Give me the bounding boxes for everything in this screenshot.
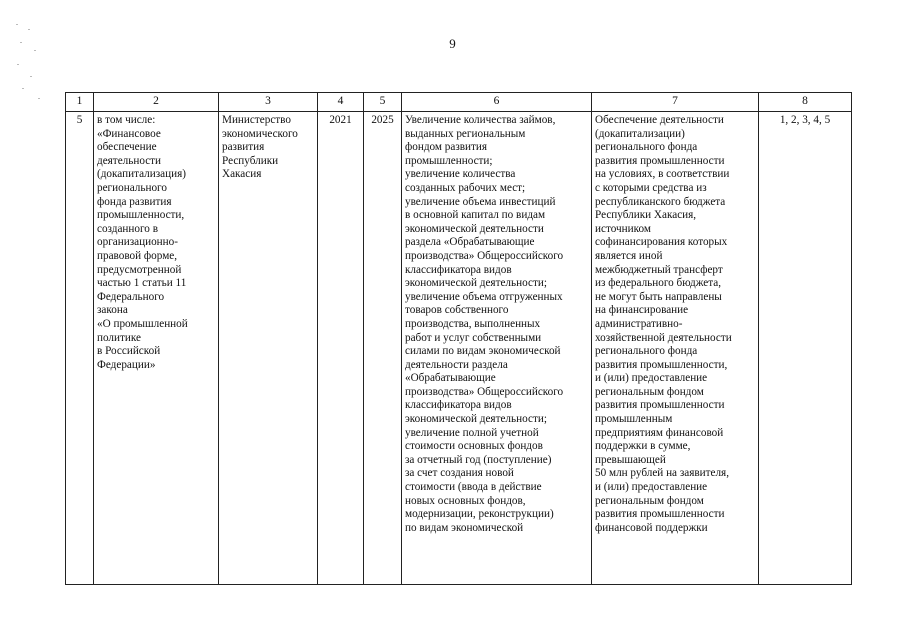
cell-text-line: за счет создания новой bbox=[405, 467, 514, 480]
cell-text-line: классификатора видов bbox=[405, 399, 512, 412]
document-table bbox=[65, 92, 852, 585]
cell-text-line: развития промышленности, bbox=[595, 358, 728, 371]
indicator-links-cell: 1, 2, 3, 4, 5 bbox=[759, 112, 852, 585]
cell-text-line: развития промышленности bbox=[595, 154, 725, 167]
cell-text-line: силами по видам экономической bbox=[405, 345, 561, 358]
cell-text-line: в том числе: bbox=[97, 114, 156, 126]
cell-text-line: (докапитализация) bbox=[97, 168, 186, 181]
expected-result-cell bbox=[402, 112, 592, 585]
page-number: 9 bbox=[449, 36, 456, 51]
cell-text-line: промышленным bbox=[595, 413, 673, 426]
cell-text-line: хозяйственной деятельности bbox=[595, 331, 732, 344]
cell-text-line: «Финансовое bbox=[97, 127, 161, 140]
cell-text-line: экономической деятельности bbox=[405, 222, 544, 235]
cell-text-line: «Обрабатывающие bbox=[405, 372, 496, 385]
cell-text-line: Республики Хакасия, bbox=[595, 209, 697, 222]
cell-text-line: Республики bbox=[222, 154, 279, 167]
cell-text-line: Федерального bbox=[97, 290, 165, 303]
cell-text-line: регионального фонда bbox=[595, 141, 698, 154]
cell-text-line: правовой форме, bbox=[97, 249, 178, 262]
column-number-header-row bbox=[66, 93, 852, 112]
cell-text-line: развития промышленности bbox=[595, 399, 725, 412]
cell-text-line: источником bbox=[595, 222, 651, 235]
cell-text-line: за отчетный год (поступление) bbox=[405, 453, 552, 466]
cell-text-line: модернизации, реконструкции) bbox=[405, 508, 554, 521]
cell-text-line: и (или) предоставление bbox=[595, 481, 708, 494]
table-row bbox=[66, 112, 852, 585]
cell-text-line: Федерации» bbox=[97, 358, 156, 371]
cell-text-line: классификатора видов bbox=[405, 263, 512, 276]
measure-name-cell bbox=[94, 112, 219, 585]
cell-text-line: частью 1 статьи 11 bbox=[97, 277, 187, 290]
cell-text-line: (докапитализации) bbox=[595, 127, 685, 140]
cell-text-line: регионального фонда bbox=[595, 345, 698, 358]
cell-text-line: развития промышленности bbox=[595, 508, 725, 521]
cell-text-line: Увеличение количества займов, bbox=[405, 114, 556, 126]
cell-text-line: межбюджетный трансферт bbox=[595, 263, 723, 276]
cell-text-line: из федерального бюджета, bbox=[595, 277, 722, 290]
cell-text-line: промышленности; bbox=[405, 154, 493, 167]
cell-text-line: Хакасия bbox=[222, 168, 262, 181]
cell-text-line: обеспечение bbox=[97, 141, 157, 154]
cell-text-line: финансовой поддержки bbox=[595, 521, 708, 534]
cell-text-line: стоимости основных фондов bbox=[405, 440, 543, 453]
cell-text-line: региональным фондом bbox=[595, 385, 704, 398]
end-year-cell: 2025 bbox=[364, 112, 402, 585]
cell-text-line: производства» Общероссийского bbox=[405, 249, 564, 262]
header-cell: 6 bbox=[402, 93, 592, 112]
cell-text-line: и (или) предоставление bbox=[595, 372, 708, 385]
cell-text-line: увеличение объема отгруженных bbox=[405, 290, 563, 303]
cell-text-line: деятельности bbox=[97, 154, 162, 167]
cell-text-line: софинансирования которых bbox=[595, 236, 728, 249]
cell-text-line: работ и услуг собственными bbox=[405, 331, 542, 344]
cell-text-line: предусмотренной bbox=[97, 263, 182, 276]
cell-text-line: экономической деятельности; bbox=[405, 413, 547, 426]
cell-text-line: в Российской bbox=[97, 345, 161, 358]
header-cell: 3 bbox=[219, 93, 318, 112]
cell-text-line: Обеспечение деятельности bbox=[595, 114, 724, 126]
cell-text-line: не могут быть направлены bbox=[595, 290, 722, 303]
cell-text-line: 50 млн рублей на заявителя, bbox=[595, 467, 729, 480]
cell-text-line: производства» Общероссийского bbox=[405, 385, 564, 398]
description-cell bbox=[592, 112, 759, 585]
cell-text-line: с которыми средства из bbox=[595, 181, 707, 194]
header-cell: 1 bbox=[66, 93, 94, 112]
cell-text-line: Министерство bbox=[222, 114, 291, 126]
cell-text-line: «О промышленной bbox=[97, 317, 188, 330]
cell-text-line: фондом развития bbox=[405, 141, 488, 154]
cell-text-line: предприятиям финансовой bbox=[595, 426, 724, 439]
cell-text-line: производства, выполненных bbox=[405, 317, 541, 330]
cell-text-line: увеличение объема инвестиций bbox=[405, 195, 556, 208]
cell-text-line: созданного в bbox=[97, 222, 158, 235]
cell-text-line: поддержки в сумме, bbox=[595, 440, 691, 453]
cell-text-line: по видам экономической bbox=[405, 521, 524, 534]
cell-text-line: в основной капитал по видам bbox=[405, 209, 546, 222]
cell-text-line: закона bbox=[97, 304, 128, 317]
start-year-cell: 2021 bbox=[318, 112, 364, 585]
cell-text-line: деятельности раздела bbox=[405, 358, 508, 371]
scan-artifact-marks bbox=[14, 20, 54, 110]
cell-text-line: развития bbox=[222, 141, 265, 154]
cell-text-line: региональным фондом bbox=[595, 494, 704, 507]
cell-text-line: республиканского бюджета bbox=[595, 195, 726, 208]
cell-text-line: является иной bbox=[595, 249, 663, 262]
header-cell: 5 bbox=[364, 93, 402, 112]
cell-text-line: увеличение полной учетной bbox=[405, 426, 539, 439]
cell-text-line: фонда развития bbox=[97, 195, 172, 208]
cell-text-line: новых основных фондов, bbox=[405, 494, 526, 507]
cell-text-line: стоимости (ввода в действие bbox=[405, 481, 542, 494]
cell-text-line: административно- bbox=[595, 317, 683, 330]
cell-text-line: превышающей bbox=[595, 453, 666, 466]
header-cell: 7 bbox=[592, 93, 759, 112]
cell-text-line: политике bbox=[97, 331, 142, 344]
cell-text-line: раздела «Обрабатывающие bbox=[405, 236, 535, 249]
cell-text-line: на финансирование bbox=[595, 304, 689, 317]
cell-text-line: созданных рабочих мест; bbox=[405, 181, 526, 194]
cell-text-line: экономического bbox=[222, 127, 298, 140]
cell-text-line: увеличение количества bbox=[405, 168, 516, 181]
cell-text-line: промышленности, bbox=[97, 209, 185, 222]
row-number-cell: 5 bbox=[66, 112, 94, 585]
cell-text-line: регионального bbox=[97, 181, 167, 194]
header-cell: 8 bbox=[759, 93, 852, 112]
cell-text-line: экономической деятельности; bbox=[405, 277, 547, 290]
executor-cell bbox=[219, 112, 318, 585]
cell-text-line: выданных региональным bbox=[405, 127, 526, 140]
header-cell: 2 bbox=[94, 93, 219, 112]
header-cell: 4 bbox=[318, 93, 364, 112]
cell-text-line: организационно- bbox=[97, 236, 178, 249]
cell-text-line: товаров собственного bbox=[405, 304, 509, 317]
cell-text-line: на условиях, в соответствии bbox=[595, 168, 730, 181]
